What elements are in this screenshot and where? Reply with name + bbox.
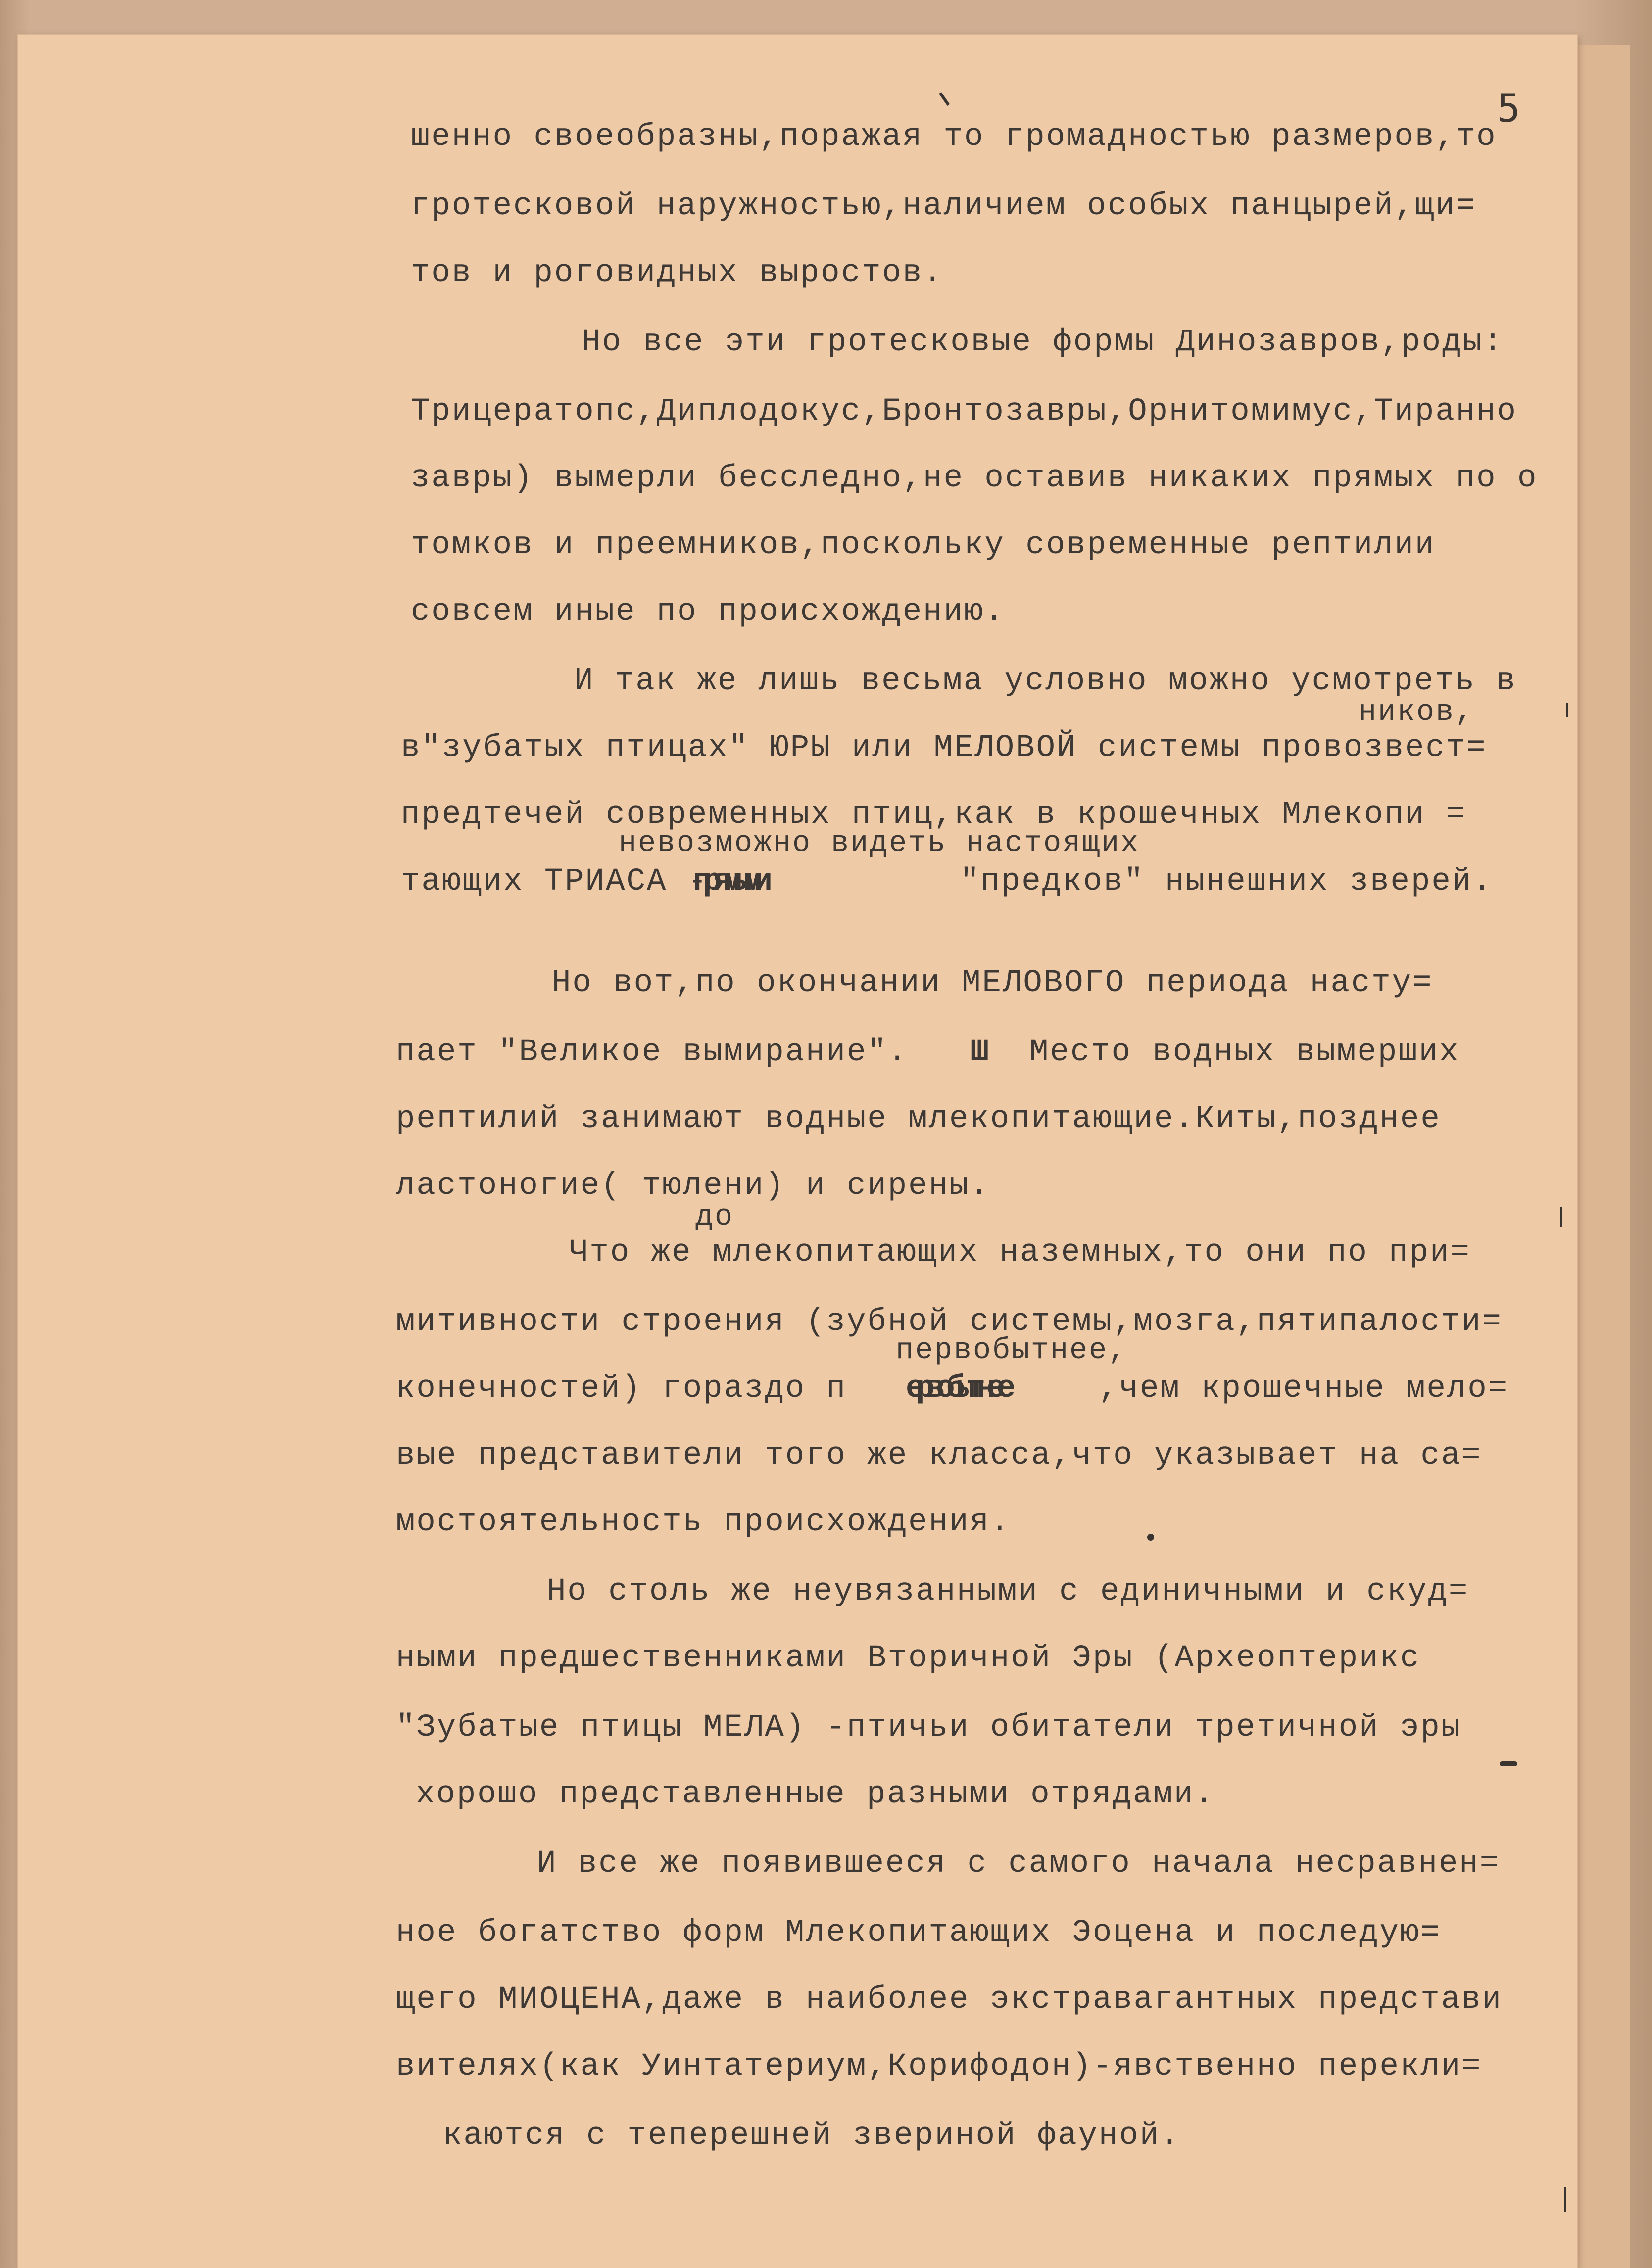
text-line: Место водных вымерших — [1029, 1035, 1460, 1070]
text-line: шенно своеобразны,поражая то громадностью размеров,то — [411, 119, 1497, 155]
text-line: И так же лишь весьма условно можно усмотреть в — [574, 663, 1517, 699]
text-line: И все же появившееся с самого начала несравнен= — [537, 1846, 1501, 1882]
text-line: Что же млекопитающих наземных,то они по при= — [569, 1235, 1471, 1271]
text-line: совсем иные по происхождению. — [411, 594, 1005, 630]
text-line: ными предшественниками Вторичной Эры (Археоптерикс — [396, 1641, 1421, 1676]
text-line: тов и роговидных выростов. — [411, 255, 944, 291]
text-line: хорошо представленные разными отрядами. — [416, 1777, 1215, 1812]
typed-insertion: невозможно видеть настоящих — [619, 827, 1140, 860]
text-line: предтечей современных птиц,как в крошечных Млекопи = — [401, 797, 1467, 833]
text-line: завры) вымерли бесследно,не оставив никаких прямых по о — [411, 461, 1538, 496]
margin-mark — [1560, 1207, 1562, 1227]
text-line: ластоногие( тюлени) и сирены. — [396, 1168, 990, 1204]
text-line: вые представители того же класса,что указывает на са= — [396, 1438, 1482, 1473]
typed-insertion: до — [695, 1200, 734, 1234]
struck-word: прямыми — [693, 864, 764, 899]
text-line: тающих ТРИАСА - — [401, 864, 709, 899]
text-line: в"зубатых птицах" ЮРЫ или МЕЛОВОЙ системы провозвест= — [401, 730, 1487, 766]
typed-insertion: первобытнее, — [896, 1334, 1128, 1368]
text-line: "предков" нынешних зверей. — [960, 864, 1493, 899]
text-line: "Зубатые птицы МЕЛА) -птичьи обитатели третичной эры — [396, 1710, 1462, 1746]
text-line: пает "Великое вымирание". — [396, 1035, 909, 1070]
ink-speck — [1500, 1761, 1517, 1766]
text-line: рептилий занимают водные млекопитающие.Киты,позднее — [396, 1101, 1441, 1137]
text-line: Но столь же неувязанными с единичными и скуд= — [547, 1574, 1469, 1609]
text-line: вителях(как Уинтатериум,Корифодон)-явственно перекли= — [396, 2049, 1482, 2084]
struck-word: ервобытнее — [906, 1371, 1007, 1407]
text-line: Но все эти гротесковые формы Динозавров,роды: — [582, 325, 1504, 360]
margin-mark — [1564, 2187, 1566, 2212]
page-number: 5 — [1497, 87, 1520, 131]
text-line: гротесковой наружностью,наличием особых панцырей,щи= — [411, 189, 1477, 224]
text-line: конечностей) гораздо п — [396, 1371, 847, 1407]
text-line: каются с теперешней звериной фауной. — [443, 2118, 1181, 2154]
text-line: митивности строения (зубной системы,мозга,пятипалости= — [396, 1304, 1503, 1340]
typed-insertion: ников, — [1359, 696, 1475, 729]
text-line: томков и преемников,поскольку современные рептилии — [411, 527, 1436, 563]
text-line: ,чем крошечные мело= — [1099, 1371, 1509, 1407]
text-line: Но вот,по окончании МЕЛОВОГО периода насту= — [552, 965, 1433, 1001]
text-line: ное богатство форм Млекопитающих Эоцена и последую= — [396, 1915, 1441, 1951]
margin-mark — [1566, 703, 1568, 717]
struck-word: Ш — [970, 1035, 980, 1070]
ink-speck — [1147, 1534, 1154, 1541]
text-line: Трицератопс,Диплодокус,Бронтозавры,Орнитомимус,Тиранно — [411, 394, 1517, 429]
text-line: щего МИОЦЕНА,даже в наиболее экстравагантных представи — [396, 1982, 1503, 2018]
text-line: мостоятельность происхождения. — [396, 1505, 1011, 1540]
